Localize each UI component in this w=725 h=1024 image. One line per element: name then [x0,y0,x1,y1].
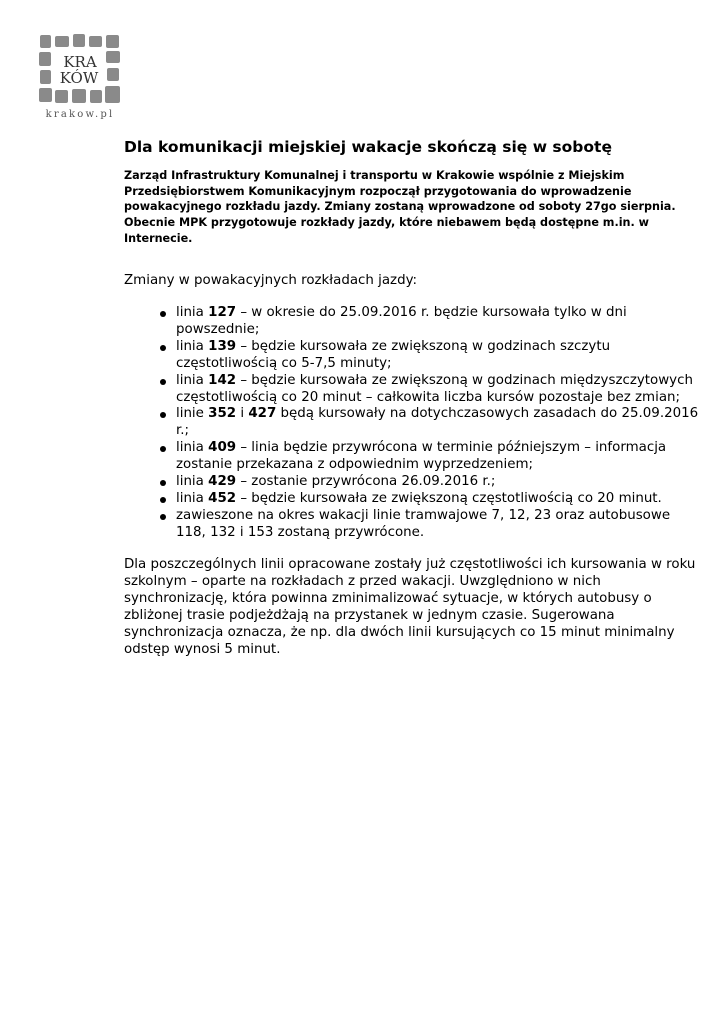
lead-line: Obecnie MPK przygotowuje rozkłady jazdy, które niebawem będą dostępne m.in. w [124,216,649,230]
item-text: linia [176,490,209,506]
line-number: 352 [208,406,237,422]
outro-line: Dla poszczególnych linii opracowane zostały już częstotliwości ich kursowania w roku [124,557,696,572]
bullet-icon [160,480,166,486]
item-text: r.; [176,423,190,439]
outro-line: szkolnym – oparte na rozkładach z przed wakacji. Uwzględniono w nich [124,574,601,589]
item-text: zostanie przekazana z odpowiednim wyprzedzeniem; [176,457,534,473]
item-text: i [236,406,249,422]
lead-line: Zarząd Infrastruktury Komunalnej i transportu w Krakowie wspólnie z Miejskim [124,169,625,182]
krakow-logo-mark [38,33,122,109]
change-list-item [124,474,704,491]
line-number: 452 [208,490,237,506]
item-text: linia [176,474,209,490]
item-text: częstotliwością co 5-7,5 minuty; [176,355,392,371]
item-text: będą kursowały na dotychczasowych zasadach do 25.09.2016 [276,406,699,422]
item-text: – będzie kursowała ze zwiększoną częstotliwością co 20 minut. [236,490,662,506]
item-text: linie [176,406,209,422]
change-list-item [124,373,704,407]
bullet-icon [160,311,166,317]
outro-line: synchronizację, która powinna zminimalizować sytuacje, w których autobusy o [124,591,652,606]
item-text: – zostanie przywrócona 26.09.2016 r.; [236,474,496,490]
logo-caption: krakow.pl [45,109,115,120]
bullet-icon [160,497,166,503]
outro-line: synchronizacja oznacza, że np. dla dwóch linii kursujących co 15 minut minimalny [124,625,675,640]
item-text: linia [176,372,209,388]
bullet-icon [160,514,166,520]
item-text: – będzie kursowała ze zwiększoną w godzinach międzyszczytowych [236,372,693,388]
line-number: 429 [208,474,237,490]
lead-line: Przedsiębiorstwem Komunikacyjnym rozpoczął przygotowania do wprowadzenie [124,184,632,198]
article-lead [124,168,684,247]
line-number: 127 [208,305,237,320]
outro-line: odstęp wynosi 5 minut. [124,642,281,657]
changes-intro: Zmiany w powakacyjnych rozkładach jazdy: [124,273,418,288]
changes-list [124,305,704,542]
item-text: – linia będzie przywrócona w terminie późniejszym – informacja [236,440,667,456]
article-title: Dla komunikacji miejskiej wakacje skończą się w sobotę [124,138,612,156]
item-text: – będzie kursowała ze zwiększoną w godzinach szczytu [236,338,611,354]
item-text: powszednie; [176,321,260,337]
article-outro [124,556,704,658]
logo-mark-line2: KÓW [59,69,99,87]
line-number: 142 [208,372,237,388]
bullet-icon [160,379,166,385]
bullet-icon [160,345,166,351]
change-list-item [124,406,704,440]
logo-mark-line1: KRA [63,53,97,71]
item-text: częstotliwością co 20 minut – całkowita liczba kursów pozostaje bez zmian; [176,389,681,405]
lead-line: powakacyjnego rozkładu jazdy. Zmiany zostaną wprowadzone od soboty 27go sierpnia. [124,200,676,214]
line-number: 409 [208,440,237,456]
change-list-item [124,491,704,508]
item-text: zawieszone na okres wakacji linie tramwajowe 7, 12, 23 oraz autobusowe [176,507,671,523]
outro-line: zbliżonej trasie podjeżdżają na przystanek w jednym czasie. Sugerowana [124,608,615,623]
item-text: linia [176,440,209,456]
item-text: 118, 132 i 153 zostaną przywrócone. [176,524,425,540]
change-list-item [124,339,704,373]
lead-line: Internecie. [124,231,193,245]
item-text: linia [176,305,209,320]
item-text: linia [176,338,209,354]
change-list-item [124,440,704,474]
bullet-icon [160,446,166,452]
change-list-item [124,305,704,339]
krakow-logo [38,33,122,121]
line-number: 427 [248,406,277,422]
line-number: 139 [208,338,237,354]
item-text: – w okresie do 25.09.2016 r. będzie kursowała tylko w dni [236,305,627,320]
bullet-icon [160,412,166,418]
change-list-item [124,508,704,542]
